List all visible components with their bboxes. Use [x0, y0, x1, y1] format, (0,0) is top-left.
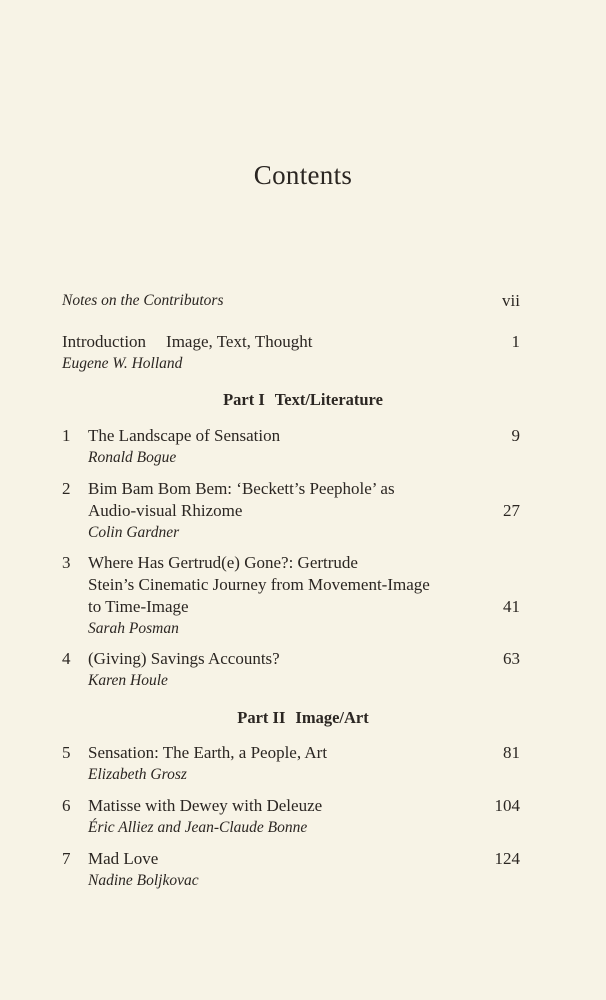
toc-entry-title-line: Where Has Gertrud(e) Gone?: Gertrude	[88, 553, 358, 572]
toc-entry-author: Éric Alliez and Jean-Claude Bonne	[88, 819, 308, 836]
part-title: Text/Literature	[274, 390, 383, 409]
toc-entry-body	[88, 648, 468, 692]
chapter-number: 4	[62, 649, 71, 668]
toc-entry-body	[88, 425, 468, 469]
toc-entry-title: Notes on the Contributors	[62, 292, 224, 309]
toc-entry-author: Karen Houle	[88, 672, 168, 689]
chapter-number: 7	[62, 849, 71, 868]
page-number: 63	[503, 649, 520, 668]
toc-entry-title: The Landscape of Sensation	[88, 426, 281, 445]
toc-entry-title-line: Stein’s Cinematic Journey from Movement-Image	[88, 575, 430, 594]
toc-entry-author: Ronald Bogue	[88, 449, 177, 466]
page-number: 41	[503, 597, 520, 616]
toc-entry-title-line: Bim Bam Bom Bem: ‘Beckett’s Peephole’ as	[88, 479, 395, 498]
part-label: Part II	[237, 708, 286, 727]
toc-entry-subtitle: Image, Text, Thought	[166, 332, 313, 351]
page-number: 27	[503, 501, 520, 520]
toc-entry-title-line: to Time-Image	[88, 597, 189, 616]
chapter-number: 5	[62, 743, 71, 762]
part-label: Part I	[223, 390, 265, 409]
page-title: Contents	[253, 160, 353, 190]
part-heading	[0, 390, 606, 410]
toc-entry-body	[88, 552, 468, 640]
toc-entry-author: Eugene W. Holland	[62, 355, 183, 372]
page-number: 81	[503, 743, 520, 762]
toc-entry-title: Sensation: The Earth, a People, Art	[88, 743, 328, 762]
page-number: 1	[511, 332, 520, 351]
part-heading	[0, 708, 606, 728]
toc-entry-author: Elizabeth Grosz	[88, 766, 187, 783]
toc-entry-body	[62, 331, 482, 375]
page-number: vii	[502, 291, 520, 310]
toc-entry-title: Mad Love	[88, 849, 159, 868]
toc-entry-author: Nadine Boljkovac	[88, 872, 199, 889]
page-number: 9	[511, 426, 520, 445]
toc-entry-author: Colin Gardner	[88, 524, 180, 541]
toc-entry-body	[88, 478, 468, 544]
toc-entry-title: Matisse with Dewey with Deleuze	[88, 796, 323, 815]
toc-entry-title-line: Audio-visual Rhizome	[88, 501, 243, 520]
chapter-number: 3	[62, 553, 71, 572]
toc-entry-body	[88, 742, 468, 786]
chapter-number: 1	[62, 426, 71, 445]
toc-entry-body	[88, 795, 468, 839]
page-number: 124	[494, 849, 520, 868]
chapter-number: 6	[62, 796, 71, 815]
toc-entry-title: Introduction	[62, 332, 147, 351]
page-number: 104	[494, 796, 520, 815]
toc-entry-title: (Giving) Savings Accounts?	[88, 649, 280, 668]
toc-entry-body	[88, 848, 468, 892]
part-title: Image/Art	[295, 708, 369, 727]
chapter-number: 2	[62, 479, 71, 498]
toc-entry-author: Sarah Posman	[88, 620, 179, 637]
